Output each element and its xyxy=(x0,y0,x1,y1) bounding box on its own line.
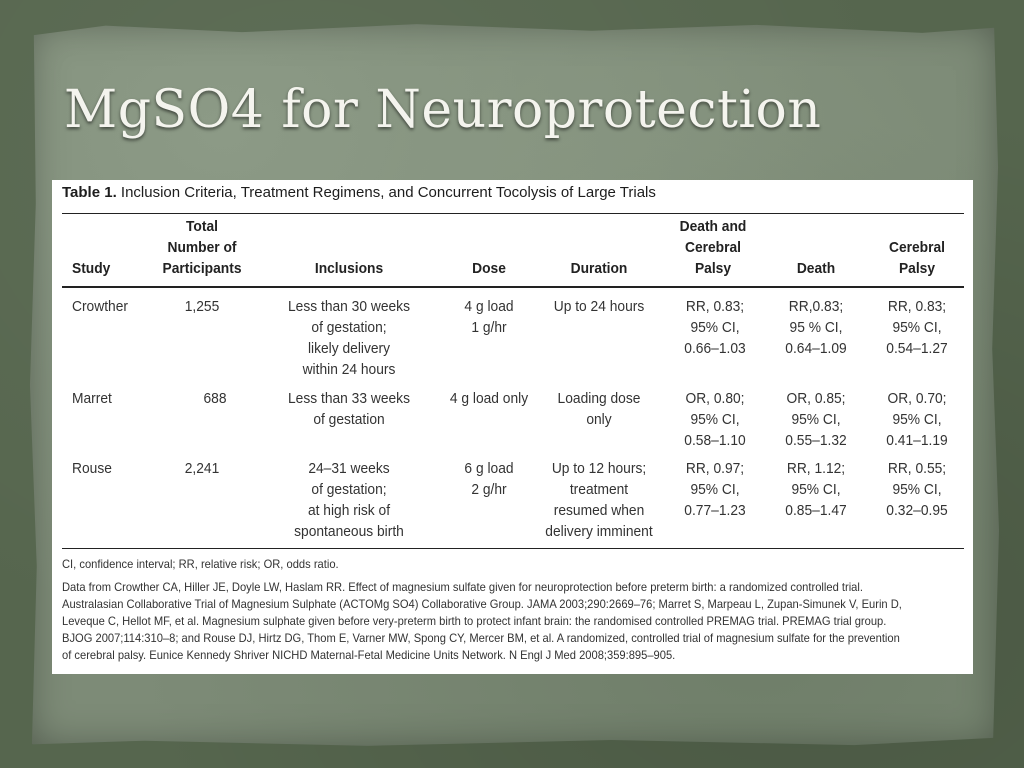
table-row-3-dose: 6 g load 2 g/hr xyxy=(464,460,514,498)
table-row-2-death-and-cerebral-palsy: OR, 0.80; 95% CI, 0.58–1.10 xyxy=(684,390,746,449)
table-row-3-death: RR, 1.12; 95% CI, 0.85–1.47 xyxy=(785,460,847,519)
table-row-3-duration: Up to 12 hours; treatment resumed when delivery imminent xyxy=(545,460,653,540)
table-caption-text: Inclusion Criteria, Treatment Regimens, and Concurrent Tocolysis of Large Trials xyxy=(116,184,656,201)
header-cerebral-palsy: Cerebral Palsy xyxy=(888,239,946,277)
table-row-1-death-and-cerebral-palsy: RR, 0.83; 95% CI, 0.66–1.03 xyxy=(684,298,746,357)
table-image xyxy=(52,180,973,674)
header-study: Study xyxy=(72,260,111,277)
table-row-2-death: OR, 0.85; 95% CI, 0.55–1.32 xyxy=(785,390,847,449)
table-row-1-death: RR,0.83; 95 % CI, 0.64–1.09 xyxy=(785,298,847,357)
table-row-3-participants: 2,241 xyxy=(184,460,220,477)
table-top-rule xyxy=(62,213,964,214)
footnote-abbreviations: CI, confidence interval; RR, relative risk; OR, odds ratio. xyxy=(62,557,339,571)
table-header-rule xyxy=(62,286,964,288)
table-row-2-study: Marret xyxy=(72,390,112,407)
table-footnotes xyxy=(62,556,904,670)
table-row-1-duration: Up to 24 hours xyxy=(553,298,645,315)
table-row-1-dose: 4 g load 1 g/hr xyxy=(464,298,514,336)
table-row-1-participants: 1,255 xyxy=(184,298,220,315)
table-caption xyxy=(62,184,656,201)
table-row-3-inclusions: 24–31 weeks of gestation; at high risk of spontaneous birth xyxy=(294,460,404,540)
footnote-source: Data from Crowther CA, Hiller JE, Doyle LW, Haslam RR. Effect of magnesium sulfate given for neuroprotection before preterm birth: a randomized controlled trial. Australasian Collaborative Trial of Magnesium Sulphate (ACTOMg SO4) Collaborative Group. JAMA 2003;290:2669–76; Marret S, Marpeau L, Zupan-Simunek V, Eurin D, Leveque C, Hellot MF, et al. Magnesium sulphate given before very-preterm birth to protect infant brain: the randomised controlled PREMAG trial. PREMAG trial group. BJOG 2007;114:310–8; and Rouse DJ, Hirtz DG, Thom E, Varner MW, Spong CY, Mercer BM, et al. A randomized, controlled trial of magnesium sulfate for the prevention of cerebral palsy. Eunice Kennedy Shriver NICHD Maternal-Fetal Medicine Units Network. N Engl J Med 2008;359:895–905. xyxy=(62,580,902,662)
table-bottom-rule xyxy=(62,548,964,549)
header-death-and-cerebral-palsy: Death and Cerebral Palsy xyxy=(679,218,747,277)
table-row-2-inclusions: Less than 33 weeks of gestation xyxy=(288,390,410,428)
table-row-2-duration: Loading dose only xyxy=(557,390,641,428)
table-row-3-study: Rouse xyxy=(72,460,112,477)
header-participants: Total Number of Participants xyxy=(162,218,242,277)
table-row-2-cerebral-palsy: OR, 0.70; 95% CI, 0.41–1.19 xyxy=(886,390,948,449)
slide-title: MgSO4 for Neuroprotection xyxy=(64,80,822,140)
header-death: Death xyxy=(796,260,836,277)
header-inclusions: Inclusions xyxy=(314,260,384,277)
table-row-3-death-and-cerebral-palsy: RR, 0.97; 95% CI, 0.77–1.23 xyxy=(684,460,746,519)
table-row-1-cerebral-palsy: RR, 0.83; 95% CI, 0.54–1.27 xyxy=(886,298,948,357)
table-row-1-study: Crowther xyxy=(72,298,128,315)
table-row-2-participants: 688 xyxy=(203,390,227,407)
table-caption-label: Table 1. xyxy=(62,184,117,201)
table-row-1-inclusions: Less than 30 weeks of gestation; likely delivery within 24 hours xyxy=(288,298,410,378)
header-duration: Duration xyxy=(570,260,628,277)
table-row-2-dose: 4 g load only xyxy=(449,390,529,407)
table-row-3-cerebral-palsy: RR, 0.55; 95% CI, 0.32–0.95 xyxy=(886,460,948,519)
header-dose: Dose xyxy=(472,260,506,277)
